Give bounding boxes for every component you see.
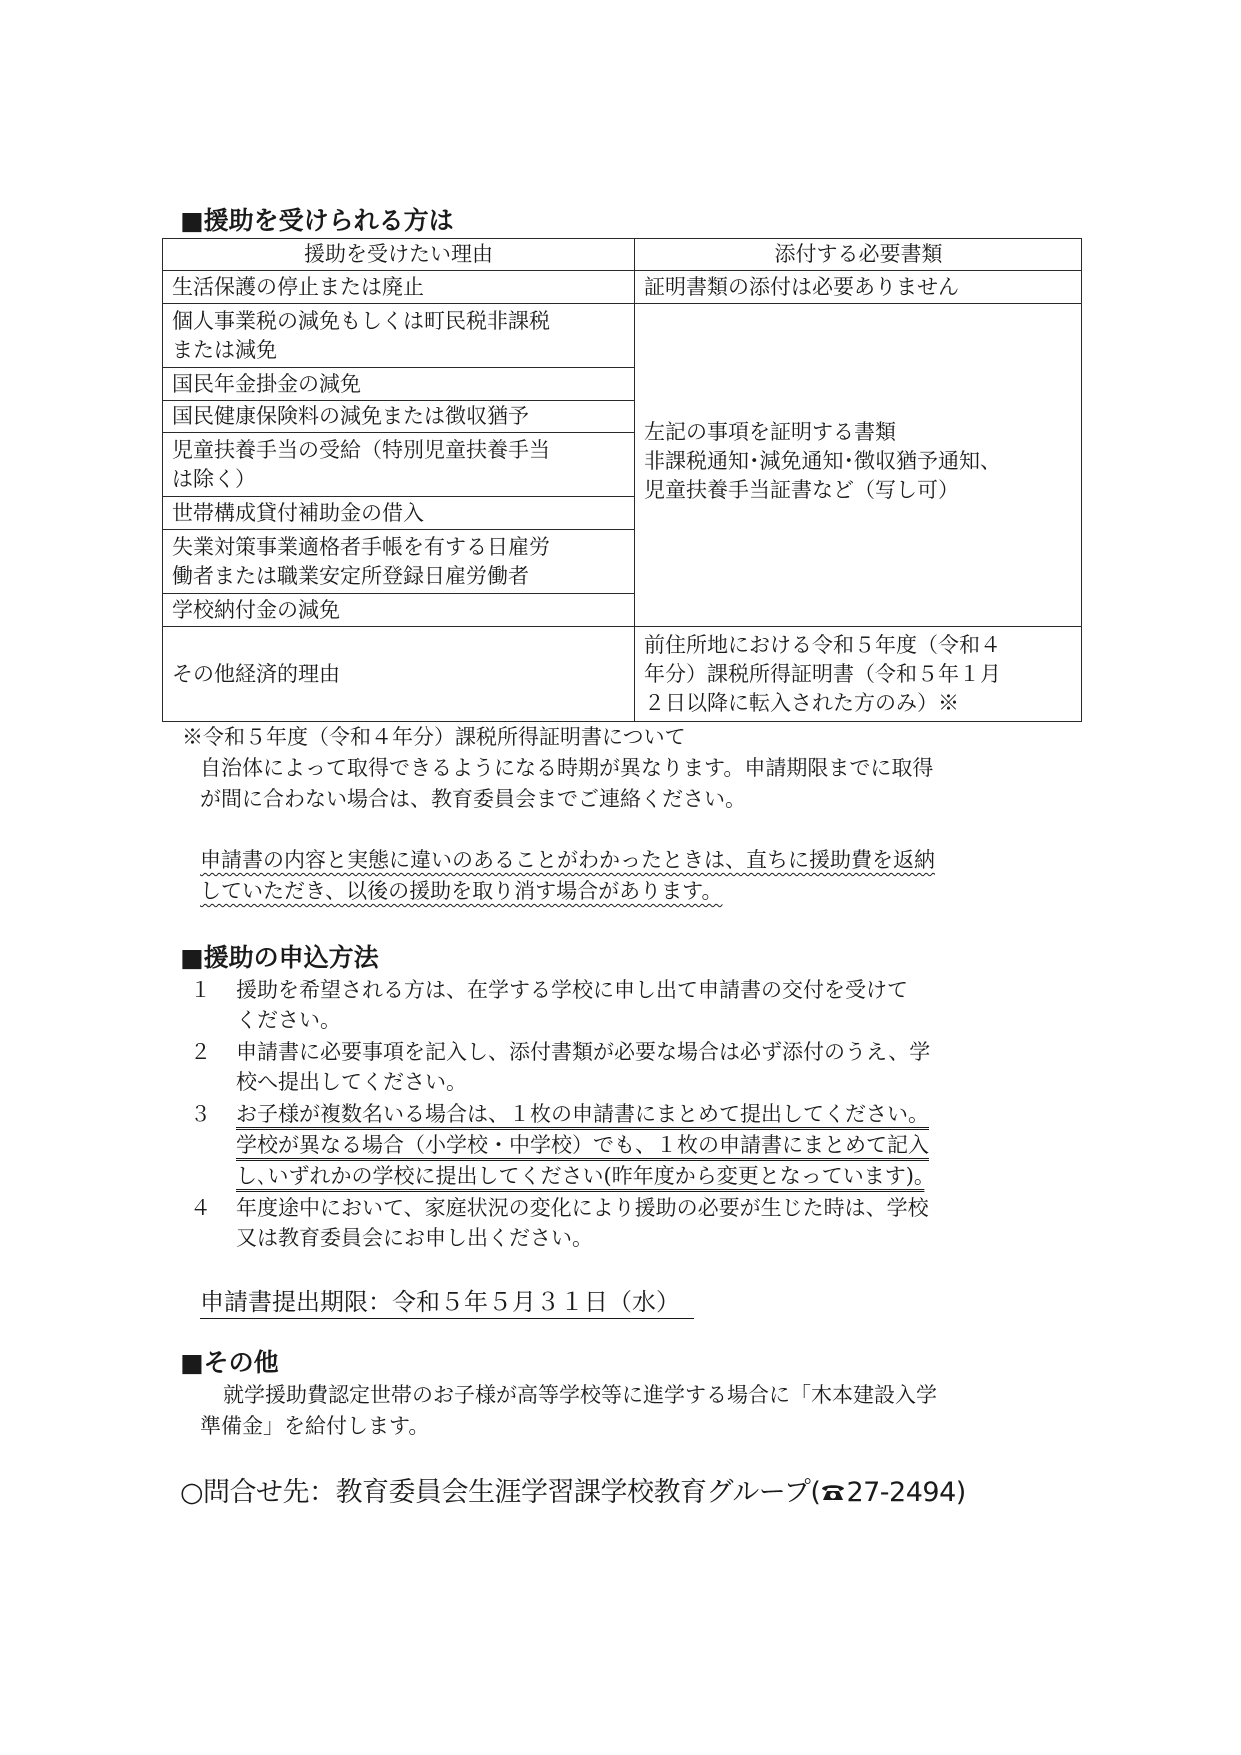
table-row-reason: 学校納付金の減免 [162, 593, 634, 626]
table-row-reason: 個人事業税の減免もしくは町民税非課税 または減免 [162, 303, 634, 367]
note-text: が間に合わない場合は、教育委員会までご連絡ください。 [200, 787, 746, 811]
phone-icon [820, 1481, 846, 1503]
table-row-docs: 左記の事項を証明する書類 非課税通知･減免通知･徴収猶予通知、 児童扶養手当証書など（写し可） [634, 303, 1082, 626]
table-header-docs: 添付する必要書類 [634, 238, 1082, 270]
warning-text: していただき、以後の援助を取り消す場合があります。 [200, 879, 723, 903]
table-row-reason: 国民健康保険料の減免または徴収猶予 [162, 400, 634, 432]
list-item: 申請書に必要事項を記入し、添付書類が必要な場合は必ず添付のうえ、学 [236, 1040, 931, 1064]
note-text: 自治体によって取得できるようになる時期が異なります。申請期限までに取得 [200, 756, 934, 780]
application-deadline: 申請書提出期限：令和５年５月３１日（水） [200, 1286, 694, 1319]
other-heading: ■その他 [180, 1348, 279, 1377]
list-item: 学校が異なる場合（小学校・中学校）でも、１枚の申請書にまとめて記入 [236, 1133, 929, 1157]
table-row-reason: 国民年金掛金の減免 [162, 367, 634, 400]
eligibility-table [162, 238, 1082, 722]
table-row-reason: 世帯構成貸付補助金の借入 [162, 496, 634, 529]
list-item-number: １ [190, 978, 211, 1002]
table-row-reason: 生活保護の停止または廃止 [162, 270, 634, 303]
list-item: 校へ提出してください。 [236, 1070, 467, 1094]
list-item: お子様が複数名いる場合は、１枚の申請書にまとめて提出してください。 [236, 1102, 929, 1126]
list-item: 又は教育委員会にお申し出ください。 [236, 1226, 593, 1250]
list-item-number: ２ [190, 1040, 211, 1064]
table-header-reason: 援助を受けたい理由 [162, 238, 634, 270]
contact-close: ) [955, 1477, 966, 1508]
list-item: 援助を希望される方は、在学する学校に申し出て申請書の交付を受けて [236, 978, 908, 1002]
other-text: 準備金」を給付します。 [200, 1414, 430, 1438]
contact-info [180, 1476, 966, 1510]
table-row-reason: その他経済的理由 [162, 626, 634, 722]
table-row-reason: 児童扶養手当の受給（特別児童扶養手当 は除く） [162, 432, 634, 496]
list-item-number: ３ [190, 1102, 211, 1126]
table-row-docs: 前住所地における令和５年度（令和４ 年分）課税所得証明書（令和５年１月 ２日以降に転入された方のみ）※ [634, 626, 1082, 722]
table-row-reason: 失業対策事業適格者手帳を有する日雇労 働者または職業安定所登録日雇労働者 [162, 529, 634, 593]
warning-text: 申請書の内容と実態に違いのあることがわかったときは、直ちに援助費を返納 [200, 848, 935, 872]
contact-label: ○問合せ先：教育委員会生涯学習課学校教育グループ( [180, 1477, 821, 1508]
list-item: し､いずれかの学校に提出してください(昨年度から変更となっています)｡ [236, 1164, 925, 1188]
contact-phone: 27-2494 [846, 1477, 956, 1508]
eligible-heading: ■援助を受けられる方は [180, 206, 454, 235]
table-row-docs: 証明書類の添付は必要ありません [634, 270, 1082, 303]
list-item: 年度途中において、家庭状況の変化により援助の必要が生じた時は、学校 [236, 1196, 929, 1220]
list-item: ください。 [236, 1008, 341, 1032]
other-text: 就学援助費認定世帯のお子様が高等学校等に進学する場合に「木本建設入学 [223, 1383, 937, 1407]
list-item-number: ４ [190, 1196, 211, 1220]
note-title: ※令和５年度（令和４年分）課税所得証明書について [182, 725, 686, 749]
apply-heading: ■援助の申込方法 [180, 943, 379, 972]
